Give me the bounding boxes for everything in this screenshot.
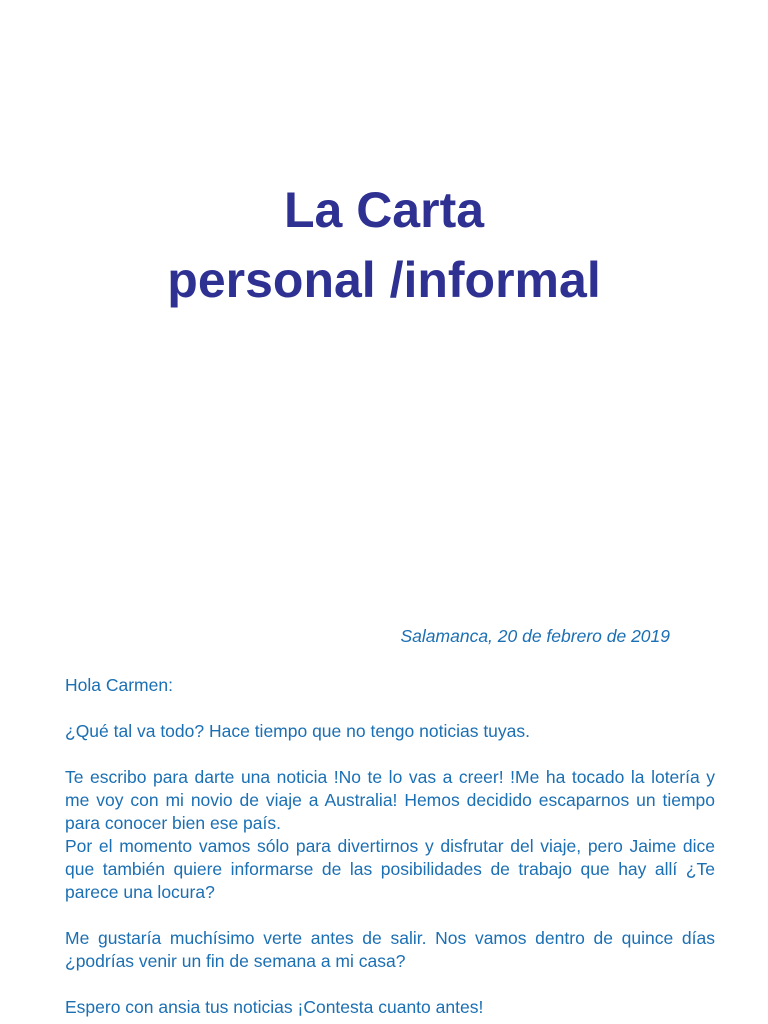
letter-body (65, 674, 715, 1019)
letter-paragraph: ¿Qué tal va todo? Hace tiempo que no tengo noticias tuyas. (65, 721, 531, 741)
slide-title-line-1: La Carta (283, 182, 485, 238)
letter-paragraph: Me gustaría muchísimo verte antes de salir. Nos vamos dentro de quince días ¿podrías venir un fin de semana a mi casa? (65, 928, 715, 971)
letter-date: Salamanca, 20 de febrero de 2019 (400, 626, 670, 646)
slide-title-line-2: personal /informal (167, 252, 601, 308)
letter-paragraph: Te escribo para darte una noticia !No te lo vas a creer! !Me ha tocado la lotería y me voy con mi novio de viaje a Australia! Hemos decidido escaparnos un tiempo para conocer bien ese país. (65, 767, 715, 833)
letter-greeting: Hola Carmen: (65, 675, 173, 695)
letter-closing: Espero con ansia tus noticias ¡Contesta cuanto antes! (65, 997, 484, 1017)
letter-paragraph: Por el momento vamos sólo para divertirnos y disfrutar del viaje, pero Jaime dice que también quiere informarse de las posibilidades de trabajo que hay allí ¿Te parece una locura? (65, 836, 715, 902)
